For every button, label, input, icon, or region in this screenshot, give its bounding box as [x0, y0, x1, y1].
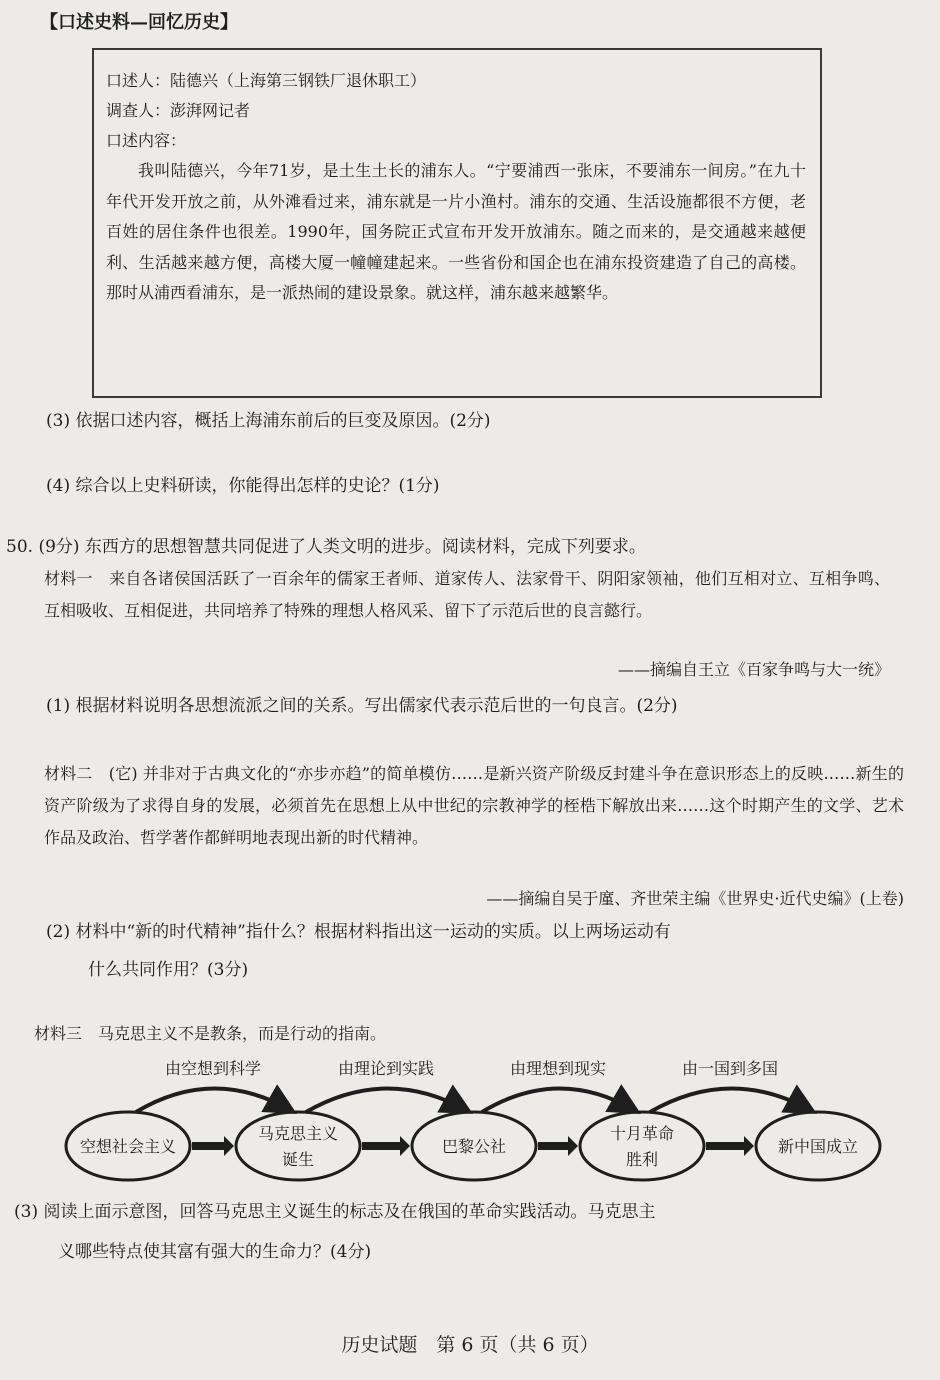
diagram-arc-3: [482, 1088, 634, 1112]
diagram-node-label-2-2: 诞生: [281, 1150, 315, 1169]
diagram-connector-1: [192, 1136, 234, 1156]
oral-content: 我叫陆德兴，今年71岁，是土生土长的浦东人。“宁要浦西一张床，不要浦东一间房。”在九十年代开发开放之前，从外滩看过来，浦东就是一片小渔村。浦东的交通、生活设施都很不方便，老百姓的居住条件也很差。1990年，国务院正式宣布开发开放浦东。随之而来的，是交通越来越便利、生活越来越方便，高楼大厦一幢幢建起来。一些省份和国企也在浦东投资建造了自己的高楼。那时从浦西看浦东，是一派热闹的建设景象。就这样，浦东越来越繁华。: [106, 161, 806, 302]
subquestion-1: (1) 根据材料说明各思想流派之间的关系。写出儒家代表示范后世的一句良言。(2分): [46, 696, 678, 716]
diagram-arc-2: [306, 1088, 466, 1112]
subquestion-2-line-1: (2) 材料中“新的时代精神”指什么？根据材料指出这一运动的实质。以上两场运动有: [46, 922, 671, 942]
narrator-line: 口述人：陆德兴（上海第三钢铁厂退休职工）: [106, 71, 427, 90]
diagram-connector-3: [538, 1136, 578, 1156]
subquestion-3-line-2: 义哪些特点使其富有强大的生命力？(4分): [58, 1242, 372, 1262]
diagram-arc-4: [650, 1088, 810, 1112]
question-50-header: 50. (9分) 东西方的思想智慧共同促进了人类文明的进步。阅读材料，完成下列要求。: [6, 537, 646, 557]
diagram-arc-label-4: 由一国到多国: [681, 1059, 779, 1078]
diagram-node-label-4-1: 十月革命: [609, 1124, 675, 1143]
question-4: (4) 综合以上史料研读，你能得出怎样的史论？(1分): [46, 476, 440, 496]
material-1: 材料一 来自各诸侯国活跃了一百余年的儒家王者师、道家传人、法家骨干、阴阳家领袖，他们互相对立、互相争鸣、互相吸收、互相促进，共同培养了特殊的理想人格风采、留下了示范后世的良言懿行。: [44, 569, 890, 620]
content-label: 口述内容：: [106, 131, 187, 150]
subquestion-3-line-1: (3) 阅读上面示意图，回答马克思主义诞生的标志及在俄国的革命实践活动。马克思主: [14, 1202, 656, 1222]
material-2: 材料二 (它) 并非对于古典文化的“亦步亦趋”的简单模仿……是新兴资产阶级反封建斗争在意识形态上的反映……新生的资产阶级为了求得自身的发展，必须首先在思想上从中世纪的宗教神学的桎梏下解放出来……这个时期产生的文学、艺术作品及政治、哲学著作都鲜明地表现出新的时代精神。: [44, 764, 904, 847]
page-footer: 历史试题 第 6 页（共 6 页）: [341, 1334, 599, 1356]
diagram-arc-label-1: 由空想到科学: [164, 1059, 262, 1078]
diagram-node-label-2-1: 马克思主义: [257, 1124, 339, 1143]
diagram-arc-1: [136, 1088, 290, 1112]
diagram-arc-label-2: 由理论到实践: [337, 1059, 435, 1078]
diagram-node-4: [580, 1112, 704, 1180]
oral-history-title: 【口述史料—回忆历史】: [40, 12, 238, 33]
diagram-node-label-4-2: 胜利: [625, 1150, 659, 1169]
material-1-source: ——摘编自王立《百家争鸣与大一统》: [617, 660, 890, 679]
material-3: 材料三 马克思主义不是教条，而是行动的指南。: [34, 1024, 387, 1043]
material-2-source: ——摘编自吴于廑、齐世荣主编《世界史·近代史编》(上卷): [486, 889, 904, 908]
diagram-arc-label-3: 由理想到现实: [509, 1059, 607, 1078]
diagram-node-label-3-1: 巴黎公社: [441, 1137, 507, 1156]
diagram-node-label-5-1: 新中国成立: [777, 1137, 859, 1156]
subquestion-2-line-2: 什么共同作用？(3分): [88, 960, 249, 980]
question-3: (3) 依据口述内容，概括上海浦东前后的巨变及原因。(2分): [46, 411, 491, 431]
diagram-node-label-1-1: 空想社会主义: [79, 1137, 177, 1156]
diagram-node-2: [236, 1112, 360, 1180]
marxism-flow-diagram: [40, 1050, 900, 1200]
oral-history-box: [92, 48, 822, 398]
investigator-line: 调查人：澎湃网记者: [106, 101, 251, 120]
diagram-connector-4: [706, 1136, 754, 1156]
diagram-connector-2: [362, 1136, 410, 1156]
